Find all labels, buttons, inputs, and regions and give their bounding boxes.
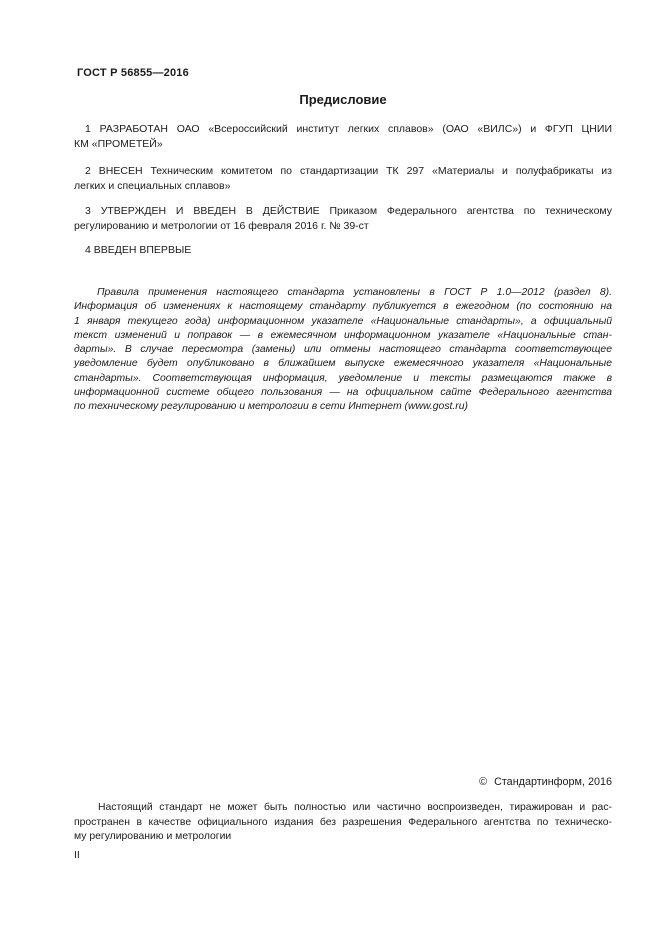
text-line: текст изменений и поправок — в ежемесячном информационном указателе «Национальные стан- [74,329,612,341]
application-rules-note [74,286,612,414]
text-line: 2 ВНЕСЕН Техническим комитетом по стандартизации ТК 297 «Материалы и полуфабрикаты из [85,165,612,177]
text-line: стандарты». Соответствующая информация, уведомление и тексты размещаются также в [74,372,612,384]
foreword-item-4 [74,243,612,258]
foreword-item-2 [74,164,612,194]
page-content [74,0,612,936]
text-line: пространен в качестве официального издания без разрешения Федерального агентства по техническо- [74,816,612,828]
text-line: Информация об изменениях к настоящему стандарту публикуется в ежегодном (по состоянию на [74,301,612,313]
text-line: 3 УТВЕРЖДЕН И ВВЕДЕН В ДЕЙСТВИЕ Приказом Федерального агентства по техническому [85,205,612,217]
foreword-item-1 [74,122,612,152]
copyright-line [479,776,612,788]
text-line: дарты». В случае пересмотра (замены) или отмены настоящего стандарта соответствующее [74,344,612,355]
page-number: II [74,849,80,861]
page-title: Предисловие [299,92,387,107]
copyright-text: Стандартинформ, 2016 [494,776,612,788]
text-line: КМ «ПРОМЕТЕЙ» [74,138,163,150]
foreword-item-3 [74,204,612,234]
text-line: 4 ВВЕДЕН ВПЕРВЫЕ [85,244,192,256]
text-line: легких и специальных сплавов» [74,180,231,192]
text-line: му регулированию и метрологии [74,831,232,843]
standard-designation: ГОСТ Р 56855—2016 [77,67,189,79]
text-line: Настоящий стандарт не может быть полностью или частично воспроизведен, тиражирован и рас- [98,802,612,813]
reproduction-restriction-note [74,801,612,845]
text-line: по техническому регулированию и метрологии в сети Интернет (www.gost.ru) [74,401,468,412]
text-line: Правила применения настоящего стандарта установлены в ГОСТ Р 1.0—2012 (раздел 8). [97,287,612,298]
text-line: 1 РАЗРАБОТАН ОАО «Всероссийский институт легких сплавов» (ОАО «ВИЛС») и ФГУП ЦНИИ [85,123,612,135]
copyright-symbol: © [479,776,488,788]
text-line: регулированию и метрологии от 16 февраля 2016 г. № 39-ст [74,220,369,232]
text-line: 1 января текущего года) информационном указателе «Национальные стандарты», а официальный [74,315,612,327]
text-line: уведомление будет опубликовано в ближайшем выпуске ежемесячного указателя «Национальные [74,358,612,370]
text-line: информационной системе общего пользования — на официальном сайте Федерального агентства [74,386,612,398]
